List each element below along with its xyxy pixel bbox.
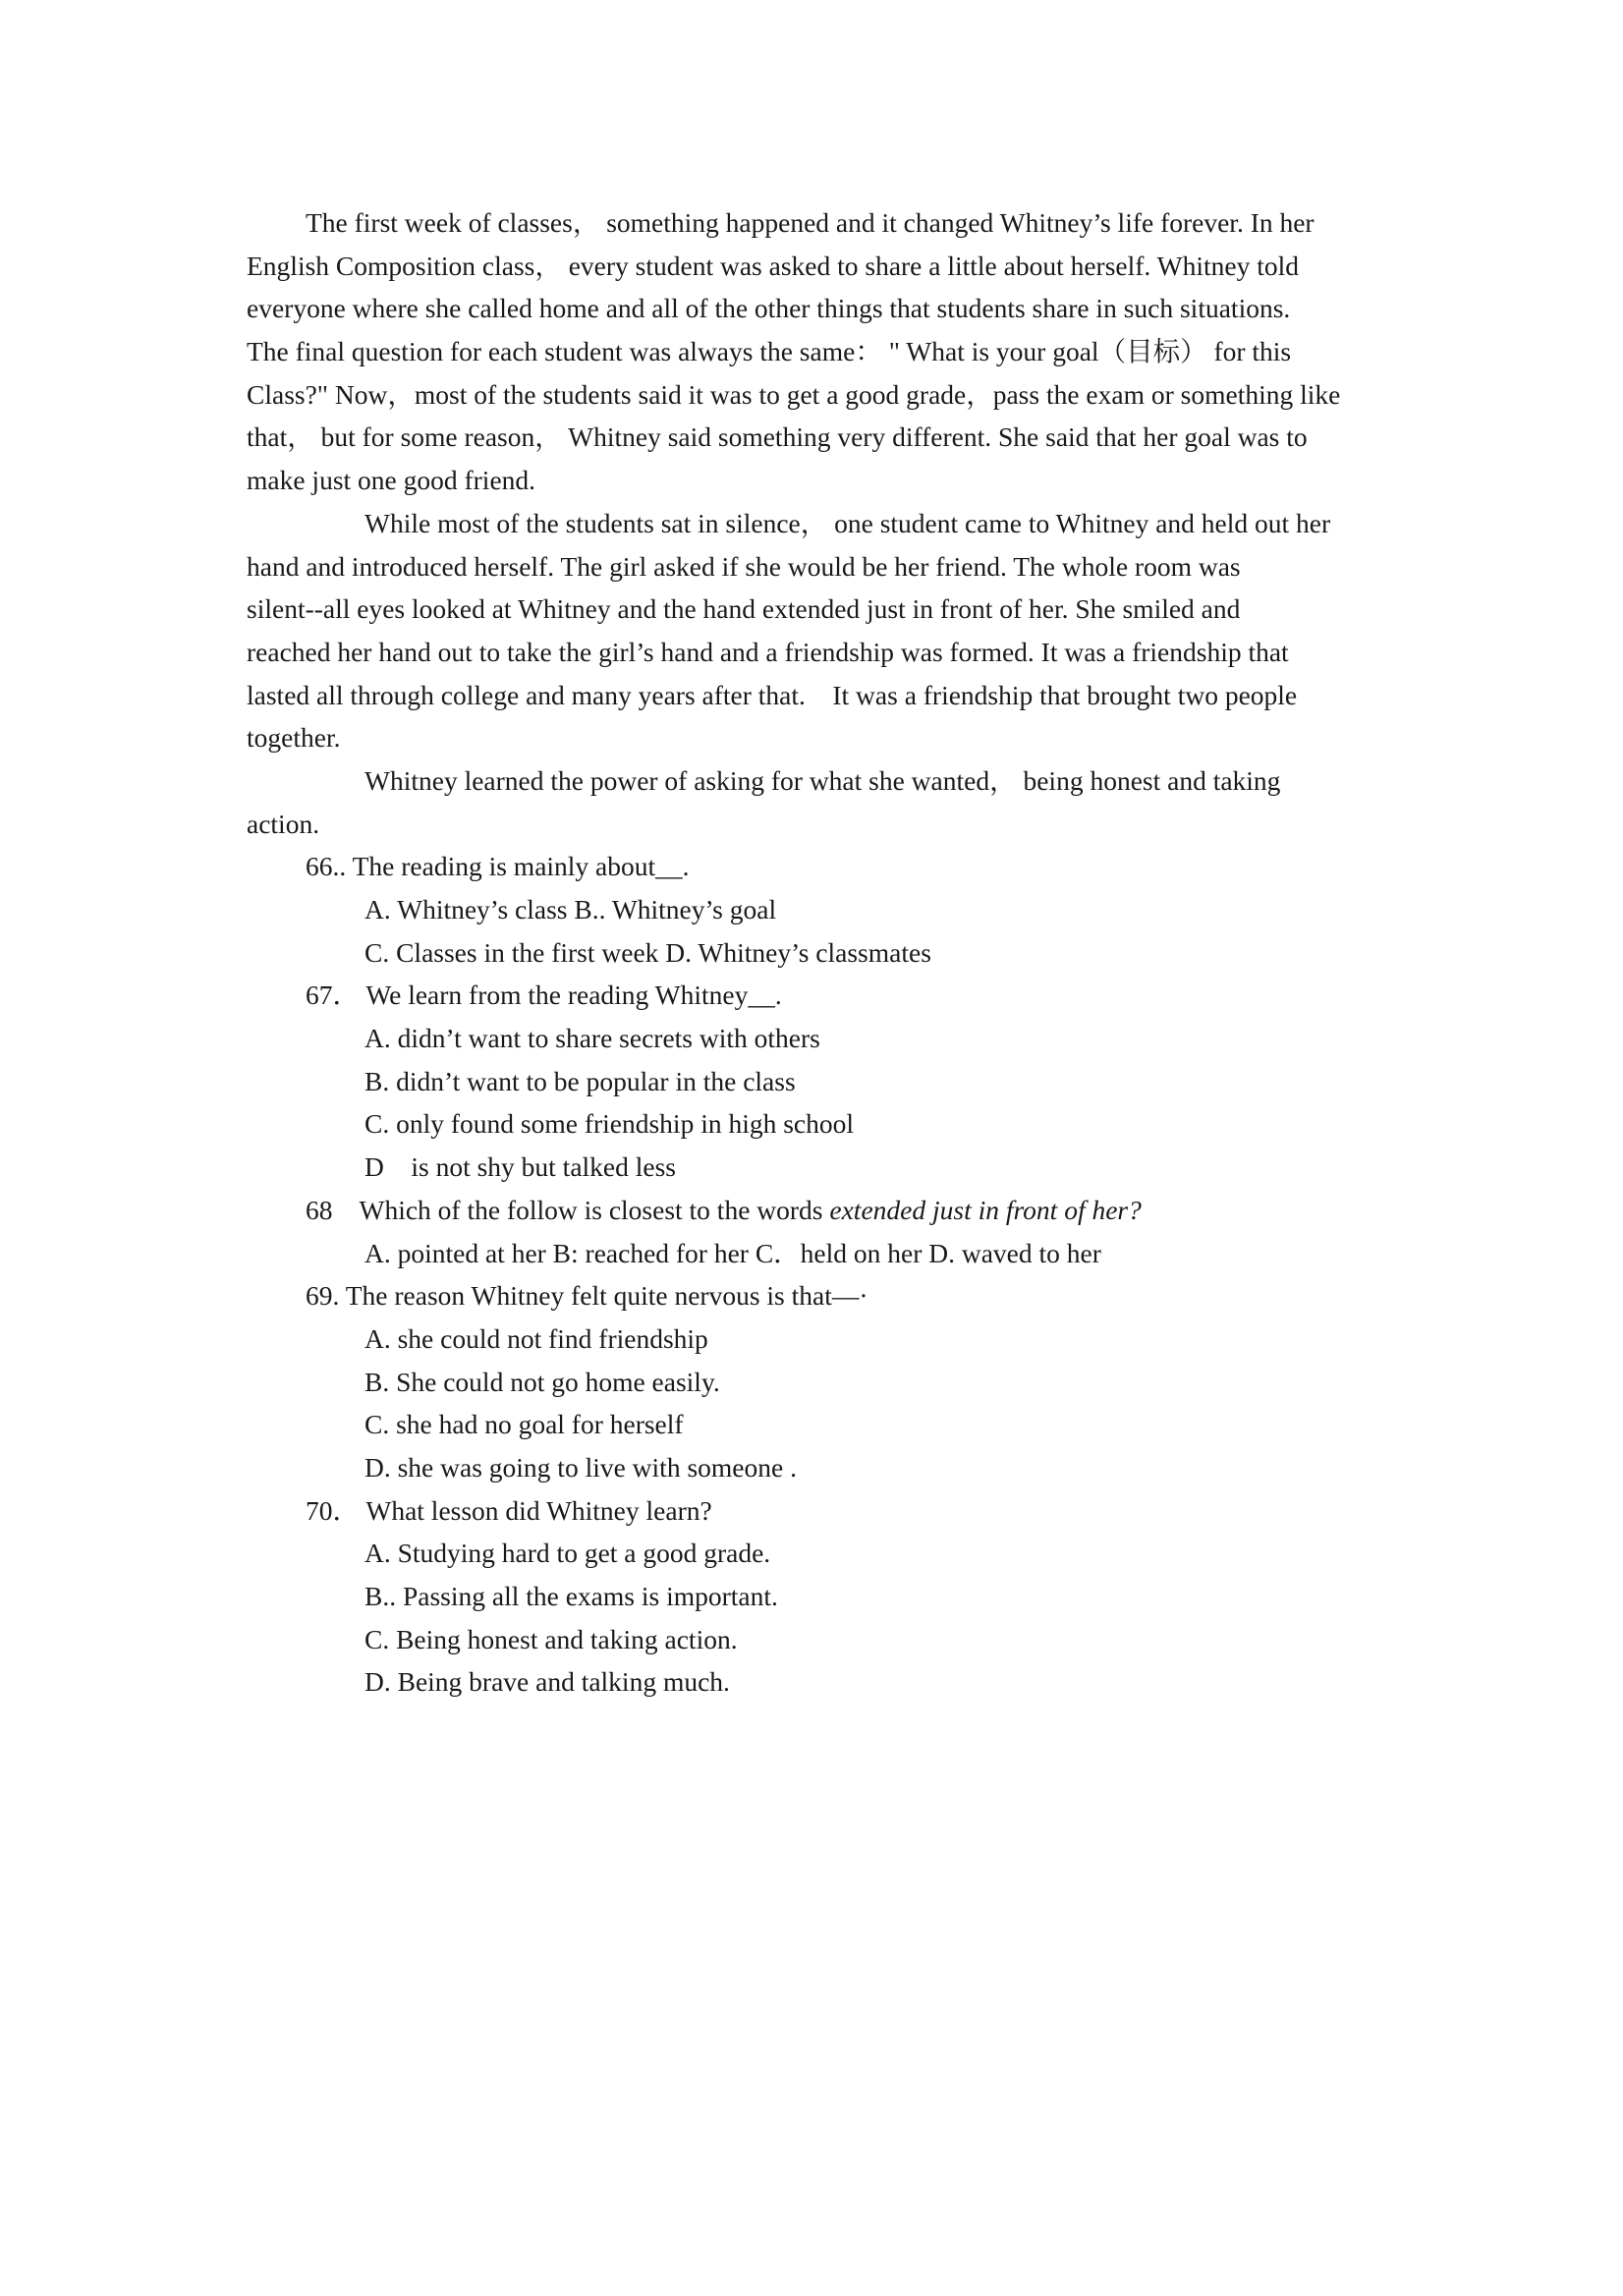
question-stem: [247, 1189, 1396, 1232]
answer-option: C. Classes in the first week D. Whitney’s classmates: [364, 936, 931, 968]
passage-line: Whitney learned the power of asking for what she wanted， being honest and taking: [364, 764, 1281, 796]
question-66: [247, 845, 1396, 974]
answer-option: B. didn’t want to be popular in the class: [364, 1065, 796, 1096]
question-stem: 69. The reason Whitney felt quite nervous is that—·: [306, 1280, 868, 1312]
question-stem: 66.. The reading is mainly about__.: [306, 851, 690, 882]
passage-line: The first week of classes， something happened and it changed Whitney’s life forever. In her: [306, 207, 1315, 238]
answer-option: B.. Passing all the exams is important.: [364, 1581, 778, 1611]
passage-line: everyone where she called home and all of the other things that students share in such situations.: [247, 293, 1291, 324]
answer-option: D. Being brave and talking much.: [364, 1666, 730, 1698]
passage: [247, 201, 1396, 845]
passage-line: silent--all eyes looked at Whitney and the hand extended just in front of her. She smiled and: [247, 593, 1241, 625]
paragraph-1: [247, 201, 1396, 502]
question-68: [247, 1189, 1396, 1274]
question-stem: 67． We learn from the reading Whitney__.: [306, 980, 782, 1011]
answer-option: A. Studying hard to get a good grade.: [364, 1538, 771, 1569]
passage-line: The final question for each student was always the same： " What is your goal（目标） for this: [247, 336, 1292, 367]
paragraph-3: [247, 759, 1396, 845]
passage-line: While most of the students sat in silence， one student came to Whitney and held out her: [364, 507, 1331, 538]
answer-option: D is not shy but talked less: [364, 1151, 677, 1183]
document-page: [247, 201, 1396, 1704]
question-stem-quote: extended just in front of her?: [829, 1194, 1142, 1225]
answer-option: B. She could not go home easily.: [364, 1366, 720, 1397]
question-stem-text: 68 Which of the follow is closest to the words: [306, 1194, 830, 1225]
question-69: [247, 1274, 1396, 1488]
passage-line: that， but for some reason， Whitney said something very different. She said that her goal was to: [247, 421, 1308, 453]
passage-line: lasted all through college and many years after that. It was a friendship that brought two people: [247, 679, 1298, 710]
answer-option: A. Whitney’s class B.. Whitney’s goal: [364, 894, 777, 924]
passage-line: hand and introduced herself. The girl asked if she would be her friend. The whole room was: [247, 550, 1241, 582]
paragraph-2: [247, 502, 1396, 759]
answer-option: A. didn’t want to share secrets with others: [364, 1023, 820, 1054]
answer-option: C. only found some friendship in high school: [364, 1108, 855, 1140]
answer-option: A. she could not find friendship: [364, 1322, 708, 1354]
answer-option: D. she was going to live with someone .: [364, 1451, 797, 1483]
answer-option: C. she had no goal for herself: [364, 1409, 684, 1440]
question-stem: 70． What lesson did Whitney learn?: [306, 1494, 712, 1526]
passage-line: Class?" Now，most of the students said it was to get a good grade，pass the exam or something like: [247, 378, 1341, 410]
answer-option: A. pointed at her B: reached for her C．held on her D. waved to her: [364, 1237, 1101, 1268]
answer-option: C. Being honest and taking action.: [364, 1623, 738, 1654]
passage-line: action.: [247, 808, 320, 839]
passage-line: make just one good friend.: [247, 465, 536, 496]
question-70: [247, 1489, 1396, 1704]
passage-line: together.: [247, 722, 341, 754]
question-67: [247, 974, 1396, 1188]
passage-line: reached her hand out to take the girl’s hand and a friendship was formed. It was a friendship that: [247, 636, 1289, 667]
passage-line: English Composition class， every student was asked to share a little about herself. Whitney told: [247, 250, 1300, 281]
